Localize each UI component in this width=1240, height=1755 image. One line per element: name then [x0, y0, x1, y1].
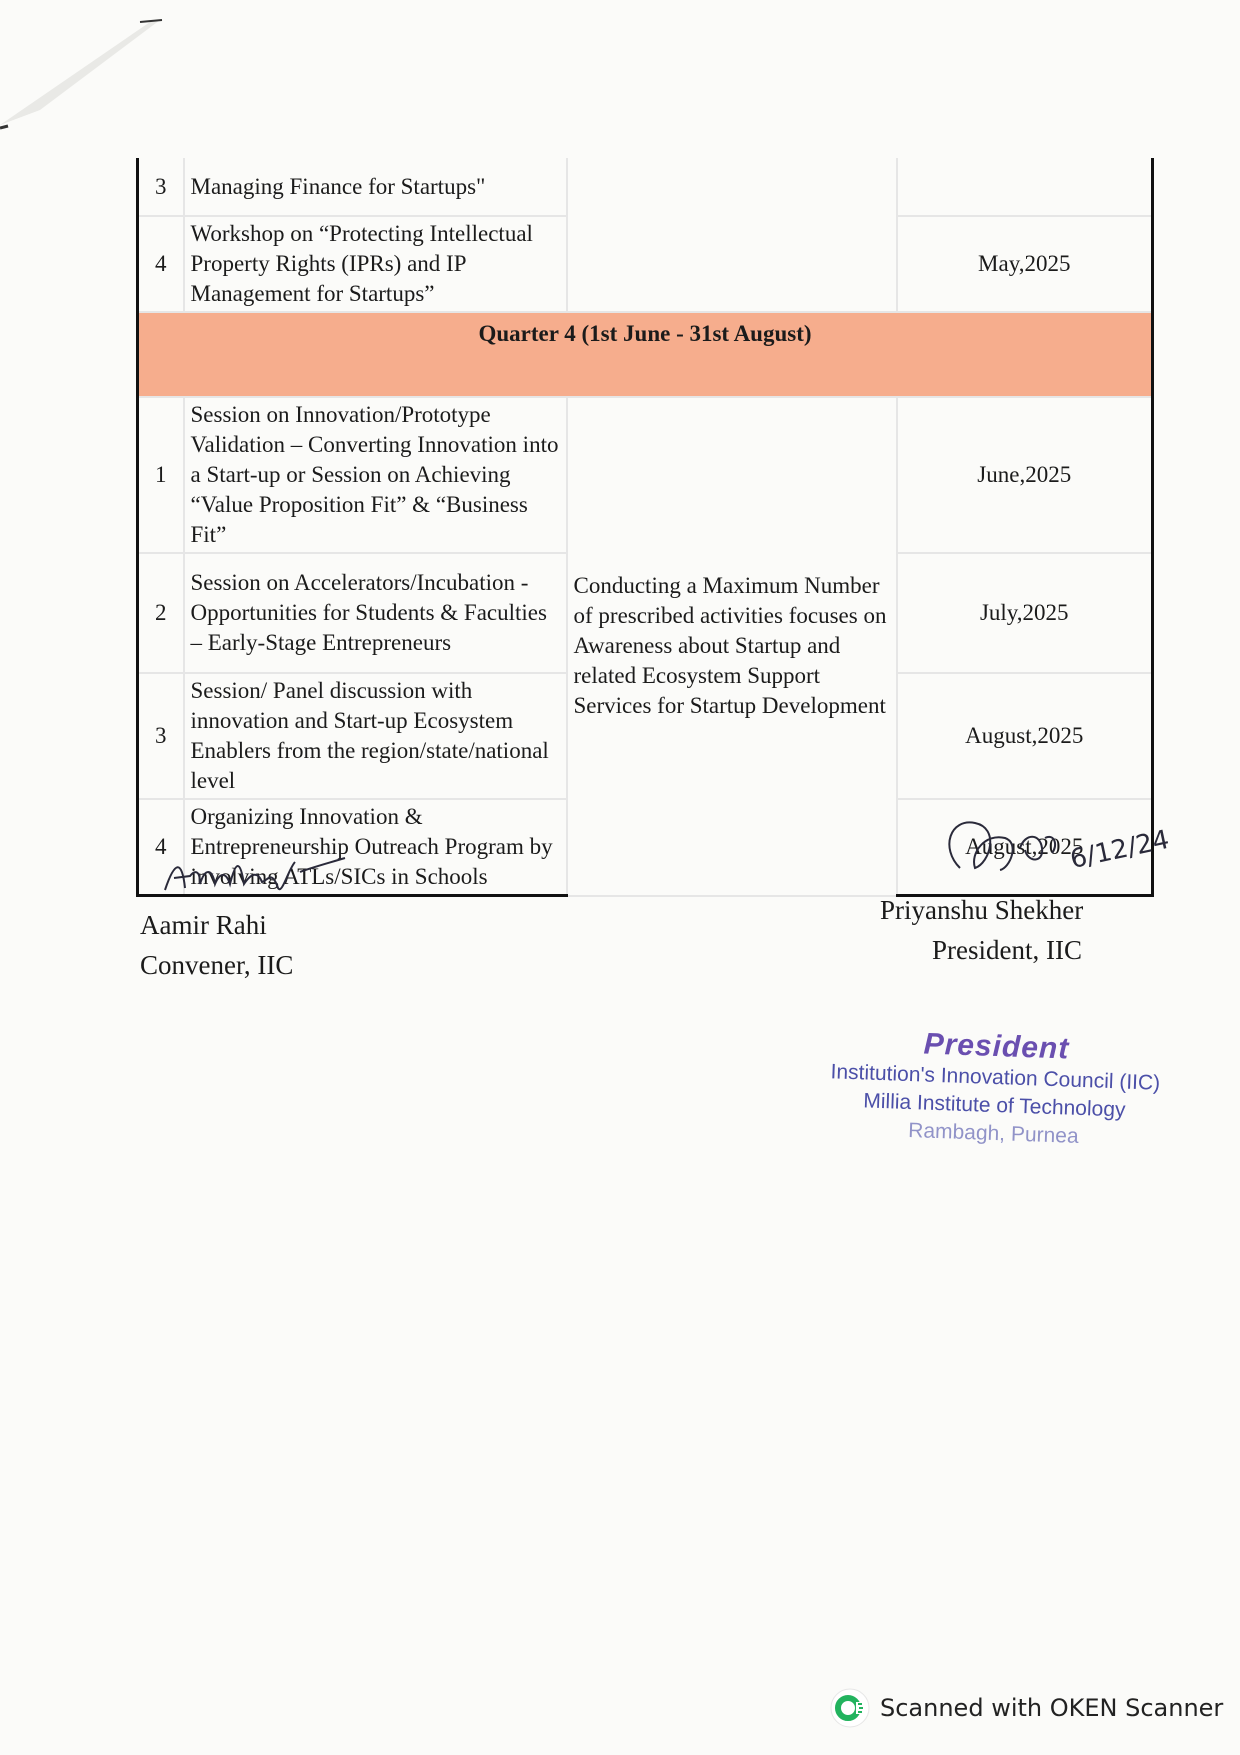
handwritten-signature-right — [930, 808, 1190, 898]
stamp-line-3: Rambagh, Purnea — [907, 1119, 1080, 1148]
convener-signature-block — [140, 905, 460, 985]
svg-text:6/12/24: 6/12/24 — [1067, 824, 1172, 876]
row-number: 1 — [138, 397, 184, 553]
month-cell — [897, 158, 1153, 216]
activity-title: Workshop on “Protecting Intellectual Property Rights (IPRs) and IP Management for Startups” — [184, 216, 567, 312]
activity-title: Session/ Panel discussion with innovation and Start-up Ecosystem Enablers from the region/state/national level — [184, 673, 567, 799]
row-number: 3 — [138, 158, 184, 216]
president-name: Priyanshu Shekher — [880, 895, 1084, 925]
activity-title: Session on Innovation/Prototype Validation – Converting Innovation into a Start-up or Session on Achieving “Value Proposition Fit” & “Business Fit” — [184, 397, 567, 553]
scan-corner-shadow — [0, 0, 200, 150]
activity-table — [136, 158, 1154, 897]
stamp-line-1: Institution's Innovation Council (IIC) — [830, 1060, 1161, 1095]
objective-cell-empty — [567, 158, 897, 312]
activity-title: Organizing Innovation & Entrepreneurship Outreach Program by involving ATLs/SICs in Schools — [184, 799, 567, 896]
activity-title: Session on Accelerators/Incubation -Opportunities for Students & Faculties – Early-Stage Entrepreneurs — [184, 553, 567, 673]
stamp-title: President — [923, 1027, 1070, 1066]
convener-name: Aamir Rahi — [140, 910, 267, 940]
row-number: 3 — [138, 673, 184, 799]
month-cell: August,2025 — [897, 799, 1153, 896]
quarter-4-label: Quarter 4 (1st June - 31st August) — [138, 312, 1153, 397]
scanner-text: Scanned with OKEN Scanner — [880, 1694, 1224, 1722]
month-cell: May,2025 — [897, 216, 1153, 312]
month-cell: August,2025 — [897, 673, 1153, 799]
handwritten-signature-left — [160, 850, 360, 900]
q4-objective: Conducting a Maximum Number of prescribed activities focuses on Awareness about Startup and related Ecosystem Support Services for Startup Development — [567, 397, 897, 896]
row-number: 4 — [138, 799, 184, 896]
month-cell: July,2025 — [897, 553, 1153, 673]
row-number: 4 — [138, 216, 184, 312]
month-cell: June,2025 — [897, 397, 1153, 553]
convener-role: Convener, IIC — [140, 950, 294, 980]
table-row — [138, 397, 1153, 553]
official-stamp — [813, 1024, 1177, 1154]
stamp-line-2: Millia Institute of Technology — [862, 1089, 1126, 1122]
activity-title: Managing Finance for Startups" — [184, 158, 567, 216]
oken-scanner-logo-icon — [830, 1688, 870, 1728]
quarter-header-row — [138, 312, 1153, 397]
president-role: President, IIC — [932, 935, 1082, 965]
row-number: 2 — [138, 553, 184, 673]
scanner-watermark — [830, 1688, 1223, 1728]
table-row — [138, 158, 1153, 216]
